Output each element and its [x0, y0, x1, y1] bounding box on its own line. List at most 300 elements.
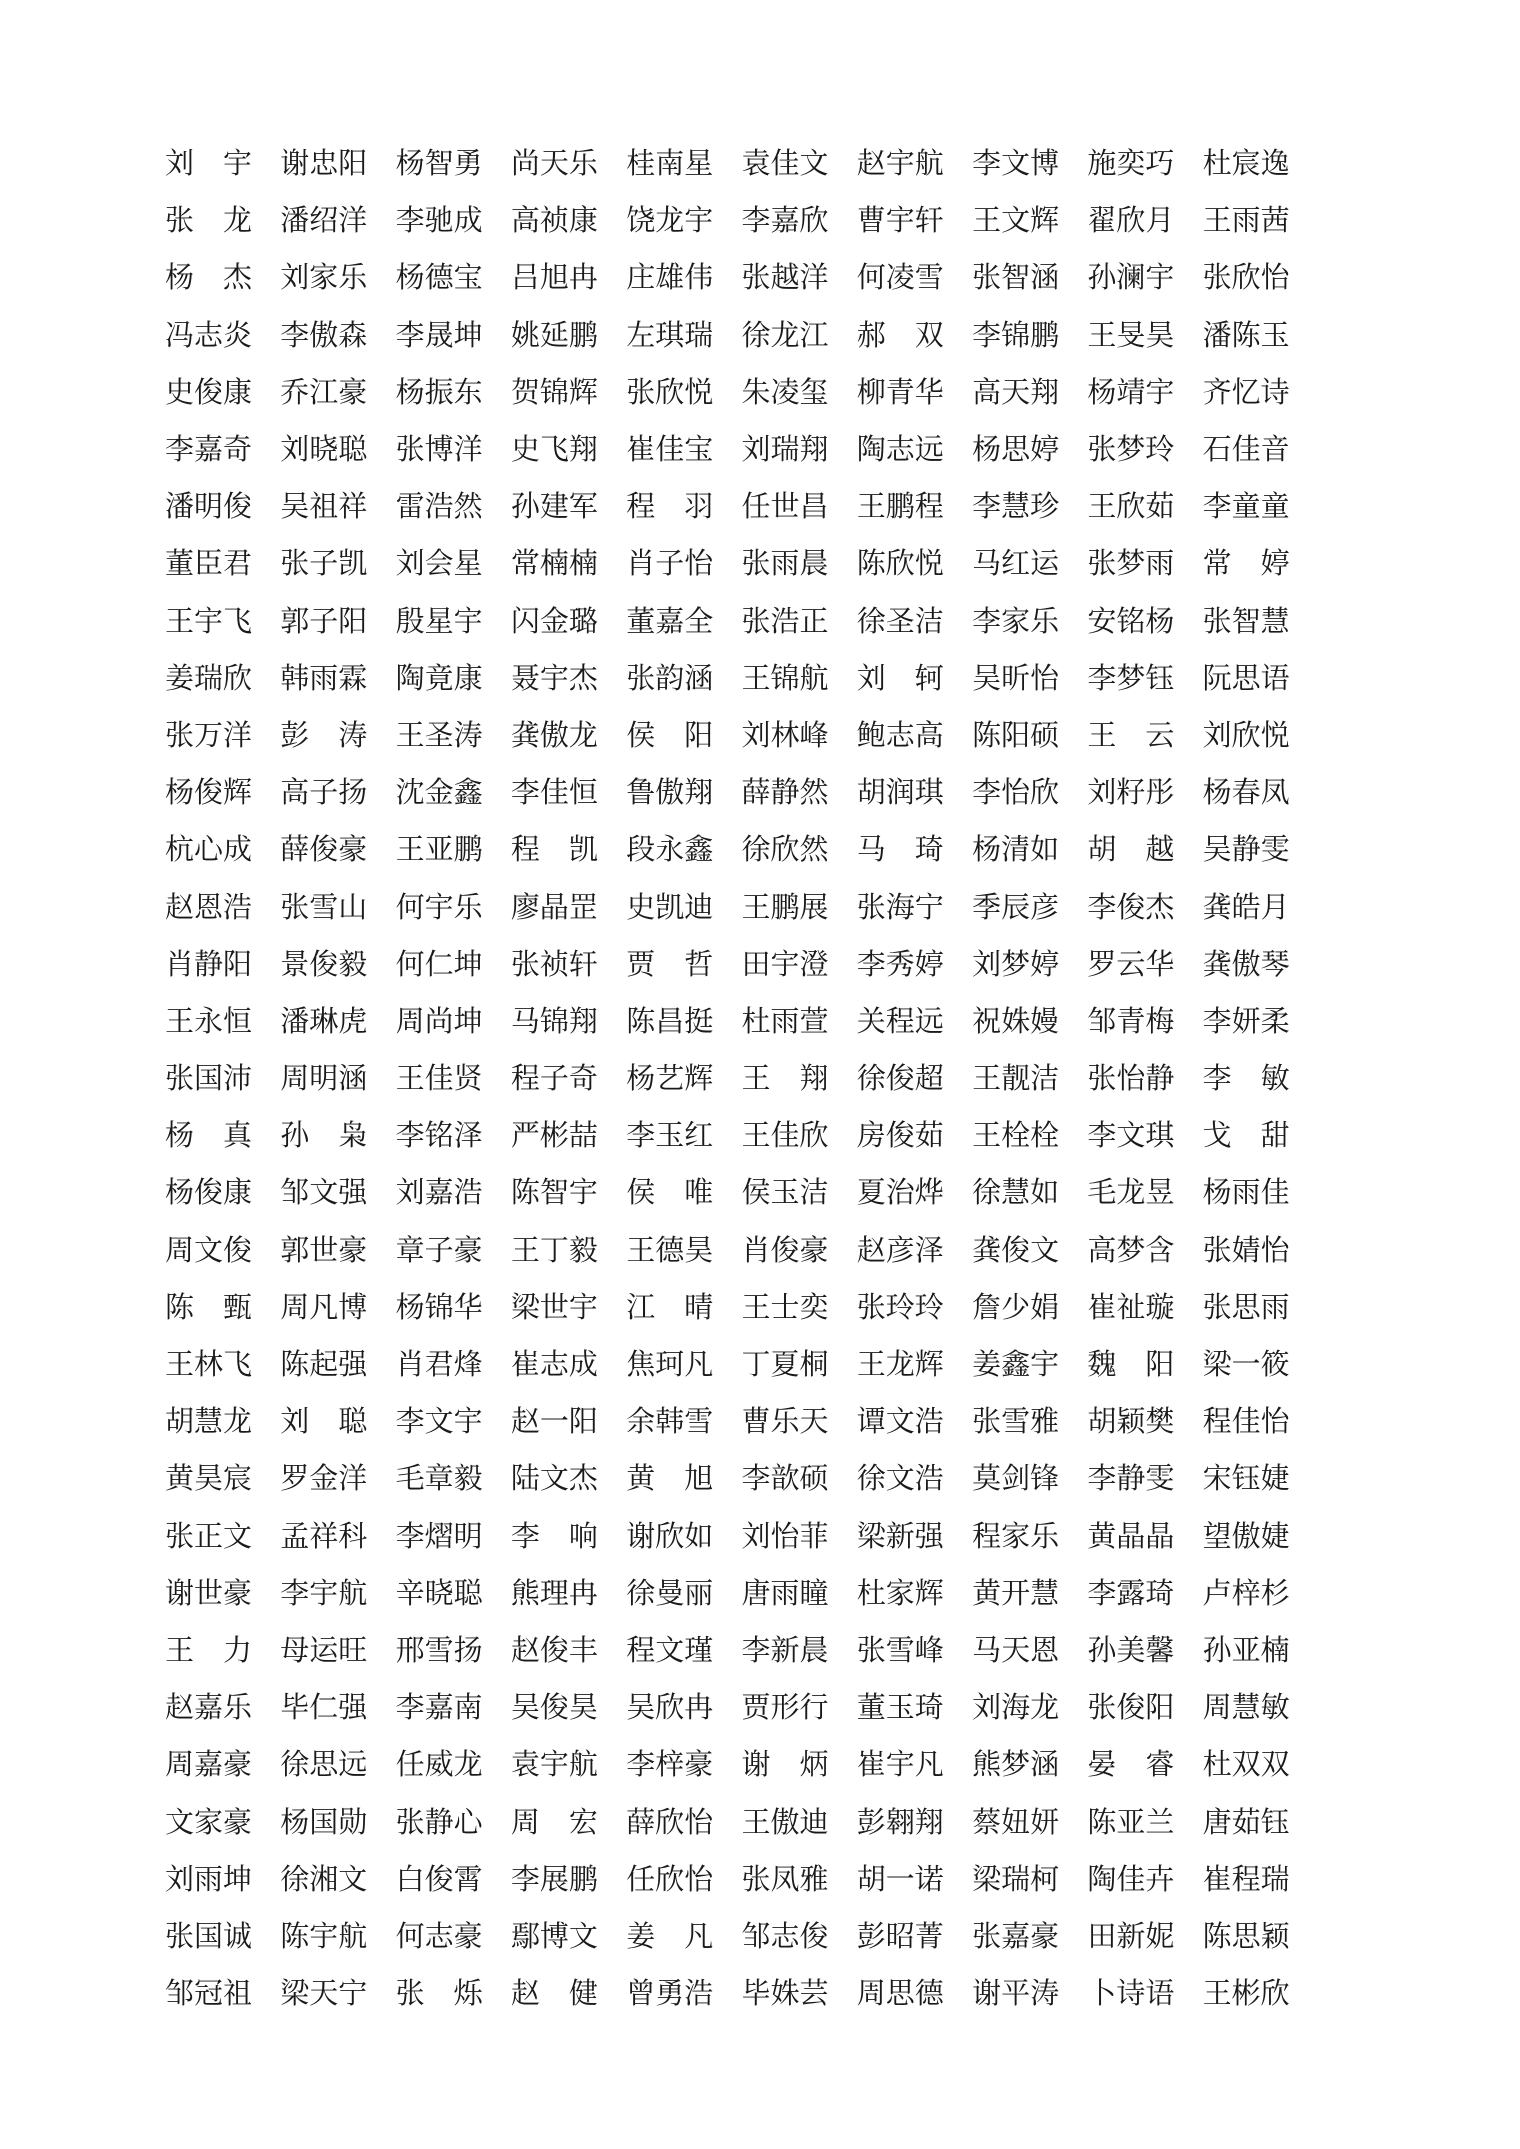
name-entry: 周文俊 — [165, 1232, 253, 1267]
name-entry: 白俊霄 — [395, 1861, 483, 1896]
name-entry: 张玲玲 — [856, 1289, 944, 1324]
name-entry: 段永鑫 — [626, 832, 714, 867]
name-entry: 王 翔 — [741, 1061, 829, 1096]
name-row — [165, 421, 1335, 478]
name-row — [165, 1336, 1335, 1393]
name-row — [165, 936, 1335, 993]
name-entry: 雷浩然 — [395, 489, 483, 524]
name-entry: 潘陈玉 — [1202, 317, 1290, 352]
name-entry: 王 力 — [165, 1632, 253, 1667]
name-entry: 张欣悦 — [626, 374, 714, 409]
name-entry: 李怡欣 — [972, 775, 1060, 810]
name-entry: 黄昊宸 — [165, 1461, 253, 1496]
name-entry: 李铭泽 — [395, 1118, 483, 1153]
name-entry: 常楠楠 — [510, 546, 598, 581]
name-entry: 徐龙江 — [741, 317, 829, 352]
name-row — [165, 1908, 1335, 1965]
name-entry: 肖俊豪 — [741, 1232, 829, 1267]
name-entry: 李梓豪 — [626, 1747, 714, 1782]
name-entry: 张思雨 — [1202, 1289, 1290, 1324]
name-entry: 程文瑾 — [626, 1632, 714, 1667]
name-entry: 张梦雨 — [1087, 546, 1175, 581]
name-entry: 张 烁 — [395, 1976, 483, 2011]
name-entry: 姜鑫宇 — [972, 1347, 1060, 1382]
name-entry: 孙建军 — [510, 489, 598, 524]
name-entry: 王彬欣 — [1202, 1976, 1290, 2011]
name-entry: 尚天乐 — [510, 146, 598, 181]
name-row — [165, 135, 1335, 192]
name-entry: 乔江豪 — [280, 374, 368, 409]
name-entry: 刘会星 — [395, 546, 483, 581]
name-entry: 肖静阳 — [165, 946, 253, 981]
name-entry: 施奕巧 — [1087, 146, 1175, 181]
name-entry: 李文琪 — [1087, 1118, 1175, 1153]
name-entry: 鲍志高 — [856, 717, 944, 752]
name-entry: 贾 哲 — [626, 946, 714, 981]
name-entry: 邹冠祖 — [165, 1976, 253, 2011]
name-row — [165, 535, 1335, 592]
name-entry: 侯 阳 — [626, 717, 714, 752]
name-entry: 戈 甜 — [1202, 1118, 1290, 1153]
name-entry: 关程远 — [856, 1003, 944, 1038]
name-entry: 孙亚楠 — [1202, 1632, 1290, 1667]
name-row — [165, 1508, 1335, 1565]
name-entry: 刘晓聪 — [280, 432, 368, 467]
name-entry: 王欣茹 — [1087, 489, 1175, 524]
name-entry: 田宇澄 — [741, 946, 829, 981]
name-entry: 张国沛 — [165, 1061, 253, 1096]
name-entry: 董玉琦 — [856, 1690, 944, 1725]
name-entry: 李晟坤 — [395, 317, 483, 352]
name-entry: 杨艺辉 — [626, 1061, 714, 1096]
name-entry: 王文辉 — [972, 203, 1060, 238]
name-entry: 刘家乐 — [280, 260, 368, 295]
name-entry: 史俊康 — [165, 374, 253, 409]
name-entry: 杨国勋 — [280, 1804, 368, 1839]
name-entry: 翟欣月 — [1087, 203, 1175, 238]
name-entry: 张嘉豪 — [972, 1918, 1060, 1953]
name-entry: 郭世豪 — [280, 1232, 368, 1267]
name-entry: 王鹏程 — [856, 489, 944, 524]
name-entry: 孙 枭 — [280, 1118, 368, 1153]
name-entry: 杨 真 — [165, 1118, 253, 1153]
name-entry: 蔡妞妍 — [972, 1804, 1060, 1839]
name-entry: 桂南星 — [626, 146, 714, 181]
name-entry: 张雪峰 — [856, 1632, 944, 1667]
name-entry: 王丁毅 — [510, 1232, 598, 1267]
name-entry: 姜 凡 — [626, 1918, 714, 1953]
name-row — [165, 1222, 1335, 1279]
name-entry: 李俊杰 — [1087, 889, 1175, 924]
name-entry: 张雪山 — [280, 889, 368, 924]
name-entry: 谭文浩 — [856, 1404, 944, 1439]
name-entry: 刘 聪 — [280, 1404, 368, 1439]
name-entry: 张浩正 — [741, 603, 829, 638]
name-entry: 张婧怡 — [1202, 1232, 1290, 1267]
name-entry: 王林飞 — [165, 1347, 253, 1382]
name-entry: 田新妮 — [1087, 1918, 1175, 1953]
name-entry: 袁宇航 — [510, 1747, 598, 1782]
name-entry: 周尚坤 — [395, 1003, 483, 1038]
name-entry: 张梦玲 — [1087, 432, 1175, 467]
name-entry: 张凤雅 — [741, 1861, 829, 1896]
name-entry: 唐雨瞳 — [741, 1575, 829, 1610]
name-row — [165, 1393, 1335, 1450]
name-entry: 柳青华 — [856, 374, 944, 409]
name-entry: 闪金璐 — [510, 603, 598, 638]
name-entry: 廖晶罡 — [510, 889, 598, 924]
name-entry: 胡颖樊 — [1087, 1404, 1175, 1439]
name-entry: 詹少娟 — [972, 1289, 1060, 1324]
name-entry: 胡一诺 — [856, 1861, 944, 1896]
name-row — [165, 1050, 1335, 1107]
name-entry: 谢欣如 — [626, 1518, 714, 1553]
name-entry: 杜双双 — [1202, 1747, 1290, 1782]
name-entry: 杨春凤 — [1202, 775, 1290, 810]
name-entry: 赵宇航 — [856, 146, 944, 181]
name-entry: 高天翔 — [972, 374, 1060, 409]
name-entry: 孙澜宇 — [1087, 260, 1175, 295]
name-entry: 张怡静 — [1087, 1061, 1175, 1096]
name-entry: 谢 炳 — [741, 1747, 829, 1782]
name-entry: 马红运 — [972, 546, 1060, 581]
name-entry: 李妍柔 — [1202, 1003, 1290, 1038]
name-list — [165, 135, 1335, 2022]
name-entry: 熊理冉 — [510, 1575, 598, 1610]
name-entry: 李展鹏 — [510, 1861, 598, 1896]
name-entry: 邹青梅 — [1087, 1003, 1175, 1038]
name-entry: 毛章毅 — [395, 1461, 483, 1496]
name-entry: 周慧敏 — [1202, 1690, 1290, 1725]
name-entry: 阮思语 — [1202, 660, 1290, 695]
name-entry: 李秀婷 — [856, 946, 944, 981]
name-entry: 罗云华 — [1087, 946, 1175, 981]
name-entry: 张博洋 — [395, 432, 483, 467]
name-entry: 刘籽彤 — [1087, 775, 1175, 810]
name-entry: 龚俊文 — [972, 1232, 1060, 1267]
name-entry: 赵恩浩 — [165, 889, 253, 924]
name-entry: 王佳欣 — [741, 1118, 829, 1153]
name-entry: 景俊毅 — [280, 946, 368, 981]
name-entry: 徐曼丽 — [626, 1575, 714, 1610]
name-entry: 陶佳卉 — [1087, 1861, 1175, 1896]
name-entry: 沈金鑫 — [395, 775, 483, 810]
name-entry: 吕旭冉 — [510, 260, 598, 295]
name-entry: 李熠明 — [395, 1518, 483, 1553]
name-entry: 王永恒 — [165, 1003, 253, 1038]
name-entry: 贾形行 — [741, 1690, 829, 1725]
name-entry: 王圣涛 — [395, 717, 483, 752]
name-entry: 赵一阳 — [510, 1404, 598, 1439]
name-entry: 史凯迪 — [626, 889, 714, 924]
name-entry: 李文博 — [972, 146, 1060, 181]
name-entry: 陈思颖 — [1202, 1918, 1290, 1953]
name-row — [165, 878, 1335, 935]
name-row — [165, 1793, 1335, 1850]
name-entry: 杨 杰 — [165, 260, 253, 295]
name-entry: 李 敏 — [1202, 1061, 1290, 1096]
name-row — [165, 1164, 1335, 1221]
name-entry: 安铭杨 — [1087, 603, 1175, 638]
name-entry: 张韵涵 — [626, 660, 714, 695]
name-entry: 程子奇 — [510, 1061, 598, 1096]
name-entry: 陆文杰 — [510, 1461, 598, 1496]
name-row — [165, 707, 1335, 764]
name-entry: 王靓洁 — [972, 1061, 1060, 1096]
name-entry: 鄢博文 — [510, 1918, 598, 1953]
name-entry: 张正文 — [165, 1518, 253, 1553]
name-entry: 王龙辉 — [856, 1347, 944, 1382]
name-entry: 王宇飞 — [165, 603, 253, 638]
name-entry: 王锦航 — [741, 660, 829, 695]
name-entry: 卢梓杉 — [1202, 1575, 1290, 1610]
name-entry: 程 凯 — [510, 832, 598, 867]
name-entry: 陈欣悦 — [856, 546, 944, 581]
name-entry: 李歆硕 — [741, 1461, 829, 1496]
name-entry: 赵俊丰 — [510, 1632, 598, 1667]
name-entry: 程佳怡 — [1202, 1404, 1290, 1439]
name-entry: 严彬喆 — [510, 1118, 598, 1153]
name-entry: 薛俊豪 — [280, 832, 368, 867]
name-entry: 毕姝芸 — [741, 1976, 829, 2011]
name-entry: 江 晴 — [626, 1289, 714, 1324]
name-entry: 曹宇轩 — [856, 203, 944, 238]
name-entry: 左琪瑞 — [626, 317, 714, 352]
name-entry: 陈亚兰 — [1087, 1804, 1175, 1839]
name-entry: 彭 涛 — [280, 717, 368, 752]
name-entry: 周嘉豪 — [165, 1747, 253, 1782]
name-row — [165, 1279, 1335, 1336]
name-entry: 刘瑞翔 — [741, 432, 829, 467]
name-entry: 罗金洋 — [280, 1461, 368, 1496]
name-entry: 李嘉南 — [395, 1690, 483, 1725]
name-entry: 李梦钰 — [1087, 660, 1175, 695]
name-entry: 唐茹钰 — [1202, 1804, 1290, 1839]
name-entry: 望傲婕 — [1202, 1518, 1290, 1553]
name-entry: 刘 轲 — [856, 660, 944, 695]
name-entry: 卜诗语 — [1087, 1976, 1175, 2011]
name-entry: 刘林峰 — [741, 717, 829, 752]
name-entry: 梁一筱 — [1202, 1347, 1290, 1382]
name-entry: 殷星宇 — [395, 603, 483, 638]
name-entry: 张 龙 — [165, 203, 253, 238]
name-entry: 高祯康 — [510, 203, 598, 238]
name-row — [165, 1679, 1335, 1736]
name-entry: 陶竟康 — [395, 660, 483, 695]
name-entry: 李静雯 — [1087, 1461, 1175, 1496]
name-entry: 季辰彦 — [972, 889, 1060, 924]
name-entry: 陈起强 — [280, 1347, 368, 1382]
name-entry: 文家豪 — [165, 1804, 253, 1839]
name-entry: 吴俊昊 — [510, 1690, 598, 1725]
name-entry: 史飞翔 — [510, 432, 598, 467]
name-entry: 吴昕怡 — [972, 660, 1060, 695]
name-entry: 李嘉奇 — [165, 432, 253, 467]
name-entry: 李家乐 — [972, 603, 1060, 638]
name-entry: 郝 双 — [856, 317, 944, 352]
name-entry: 何仁坤 — [395, 946, 483, 981]
name-entry: 王栓栓 — [972, 1118, 1060, 1153]
name-entry: 陈智宇 — [510, 1175, 598, 1210]
name-entry: 徐文浩 — [856, 1461, 944, 1496]
name-entry: 胡润琪 — [856, 775, 944, 810]
name-entry: 任世昌 — [741, 489, 829, 524]
name-entry: 张智慧 — [1202, 603, 1290, 638]
name-entry: 齐忆诗 — [1202, 374, 1290, 409]
name-entry: 梁瑞柯 — [972, 1861, 1060, 1896]
name-entry: 杨清如 — [972, 832, 1060, 867]
name-entry: 张雨晨 — [741, 546, 829, 581]
name-row — [165, 249, 1335, 306]
name-entry: 刘梦婷 — [972, 946, 1060, 981]
name-entry: 宋钰婕 — [1202, 1461, 1290, 1496]
name-row — [165, 192, 1335, 249]
name-entry: 梁天宁 — [280, 1976, 368, 2011]
name-entry: 饶龙宇 — [626, 203, 714, 238]
name-entry: 潘绍洋 — [280, 203, 368, 238]
name-entry: 徐思远 — [280, 1747, 368, 1782]
name-entry: 母运旺 — [280, 1632, 368, 1667]
name-entry: 石佳音 — [1202, 432, 1290, 467]
name-entry: 董臣君 — [165, 546, 253, 581]
name-entry: 赵 健 — [510, 1976, 598, 2011]
name-entry: 李露琦 — [1087, 1575, 1175, 1610]
name-entry: 李新晨 — [741, 1632, 829, 1667]
name-entry: 李文宇 — [395, 1404, 483, 1439]
name-entry: 祝姝嫚 — [972, 1003, 1060, 1038]
name-entry: 李玉红 — [626, 1118, 714, 1153]
name-entry: 赵彦泽 — [856, 1232, 944, 1267]
name-entry: 陈阳硕 — [972, 717, 1060, 752]
name-row — [165, 478, 1335, 535]
name-entry: 张海宁 — [856, 889, 944, 924]
name-entry: 何志豪 — [395, 1918, 483, 1953]
name-entry: 马 琦 — [856, 832, 944, 867]
name-entry: 李慧珍 — [972, 489, 1060, 524]
name-row — [165, 307, 1335, 364]
name-entry: 何宇乐 — [395, 889, 483, 924]
name-entry: 王士奕 — [741, 1289, 829, 1324]
name-entry: 张国诚 — [165, 1918, 253, 1953]
name-entry: 潘琳虎 — [280, 1003, 368, 1038]
name-entry: 张子凯 — [280, 546, 368, 581]
name-entry: 杨锦华 — [395, 1289, 483, 1324]
name-entry: 崔程瑞 — [1202, 1861, 1290, 1896]
name-entry: 马锦翔 — [510, 1003, 598, 1038]
name-entry: 王 云 — [1087, 717, 1175, 752]
name-entry: 杭心成 — [165, 832, 253, 867]
name-entry: 刘海龙 — [972, 1690, 1060, 1725]
name-entry: 徐湘文 — [280, 1861, 368, 1896]
name-row — [165, 650, 1335, 707]
name-entry: 李傲森 — [280, 317, 368, 352]
name-entry: 谢平涛 — [972, 1976, 1060, 2011]
name-entry: 袁佳文 — [741, 146, 829, 181]
name-entry: 徐慧如 — [972, 1175, 1060, 1210]
name-entry: 崔祉璇 — [1087, 1289, 1175, 1324]
name-entry: 王亚鹏 — [395, 832, 483, 867]
name-entry: 何凌雪 — [856, 260, 944, 295]
name-entry: 曹乐天 — [741, 1404, 829, 1439]
name-entry: 薛欣怡 — [626, 1804, 714, 1839]
name-entry: 杨智勇 — [395, 146, 483, 181]
name-entry: 肖君烽 — [395, 1347, 483, 1382]
name-entry: 周明涵 — [280, 1061, 368, 1096]
name-entry: 邹文强 — [280, 1175, 368, 1210]
name-entry: 龚皓月 — [1202, 889, 1290, 924]
name-entry: 崔志成 — [510, 1347, 598, 1382]
name-entry: 常 婷 — [1202, 546, 1290, 581]
name-entry: 陶志远 — [856, 432, 944, 467]
name-entry: 周 宏 — [510, 1804, 598, 1839]
name-entry: 谢忠阳 — [280, 146, 368, 181]
name-entry: 焦珂凡 — [626, 1347, 714, 1382]
name-entry: 章子豪 — [395, 1232, 483, 1267]
name-entry: 张俊阳 — [1087, 1690, 1175, 1725]
name-entry: 邢雪扬 — [395, 1632, 483, 1667]
name-entry: 姚延鹏 — [510, 317, 598, 352]
name-entry: 程家乐 — [972, 1518, 1060, 1553]
name-entry: 韩雨霖 — [280, 660, 368, 695]
name-entry: 曾勇浩 — [626, 1976, 714, 2011]
name-entry: 郭子阳 — [280, 603, 368, 638]
name-entry: 晏 睿 — [1087, 1747, 1175, 1782]
name-entry: 李宇航 — [280, 1575, 368, 1610]
name-entry: 杨思婷 — [972, 432, 1060, 467]
name-row — [165, 1450, 1335, 1507]
name-row — [165, 993, 1335, 1050]
name-entry: 张越洋 — [741, 260, 829, 295]
name-entry: 徐圣洁 — [856, 603, 944, 638]
name-row — [165, 364, 1335, 421]
name-entry: 杜雨萱 — [741, 1003, 829, 1038]
name-entry: 邹志俊 — [741, 1918, 829, 1953]
name-entry: 程 羽 — [626, 489, 714, 524]
name-entry: 杨俊辉 — [165, 775, 253, 810]
name-entry: 龚傲琴 — [1202, 946, 1290, 981]
name-row — [165, 1107, 1335, 1164]
name-entry: 辛晓聪 — [395, 1575, 483, 1610]
name-entry: 任威龙 — [395, 1747, 483, 1782]
name-row — [165, 1565, 1335, 1622]
name-entry: 王旻昊 — [1087, 317, 1175, 352]
name-entry: 赵嘉乐 — [165, 1690, 253, 1725]
name-entry: 龚傲龙 — [510, 717, 598, 752]
name-entry: 侯玉洁 — [741, 1175, 829, 1210]
name-entry: 高子扬 — [280, 775, 368, 810]
name-entry: 夏治烨 — [856, 1175, 944, 1210]
name-entry: 贺锦辉 — [510, 374, 598, 409]
name-entry: 杨俊康 — [165, 1175, 253, 1210]
name-entry: 庄雄伟 — [626, 260, 714, 295]
name-entry: 张静心 — [395, 1804, 483, 1839]
name-entry: 刘雨坤 — [165, 1861, 253, 1896]
name-entry: 王雨茜 — [1202, 203, 1290, 238]
name-entry: 陈昌挺 — [626, 1003, 714, 1038]
name-entry: 鲁傲翔 — [626, 775, 714, 810]
name-entry: 聂宇杰 — [510, 660, 598, 695]
name-entry: 徐欣然 — [741, 832, 829, 867]
name-entry: 侯 唯 — [626, 1175, 714, 1210]
name-entry: 李锦鹏 — [972, 317, 1060, 352]
name-entry: 梁新强 — [856, 1518, 944, 1553]
name-entry: 李 响 — [510, 1518, 598, 1553]
name-entry: 杜宸逸 — [1202, 146, 1290, 181]
name-entry: 张祯轩 — [510, 946, 598, 981]
name-entry: 黄晶晶 — [1087, 1518, 1175, 1553]
name-entry: 潘明俊 — [165, 489, 253, 524]
name-entry: 黄开慧 — [972, 1575, 1060, 1610]
